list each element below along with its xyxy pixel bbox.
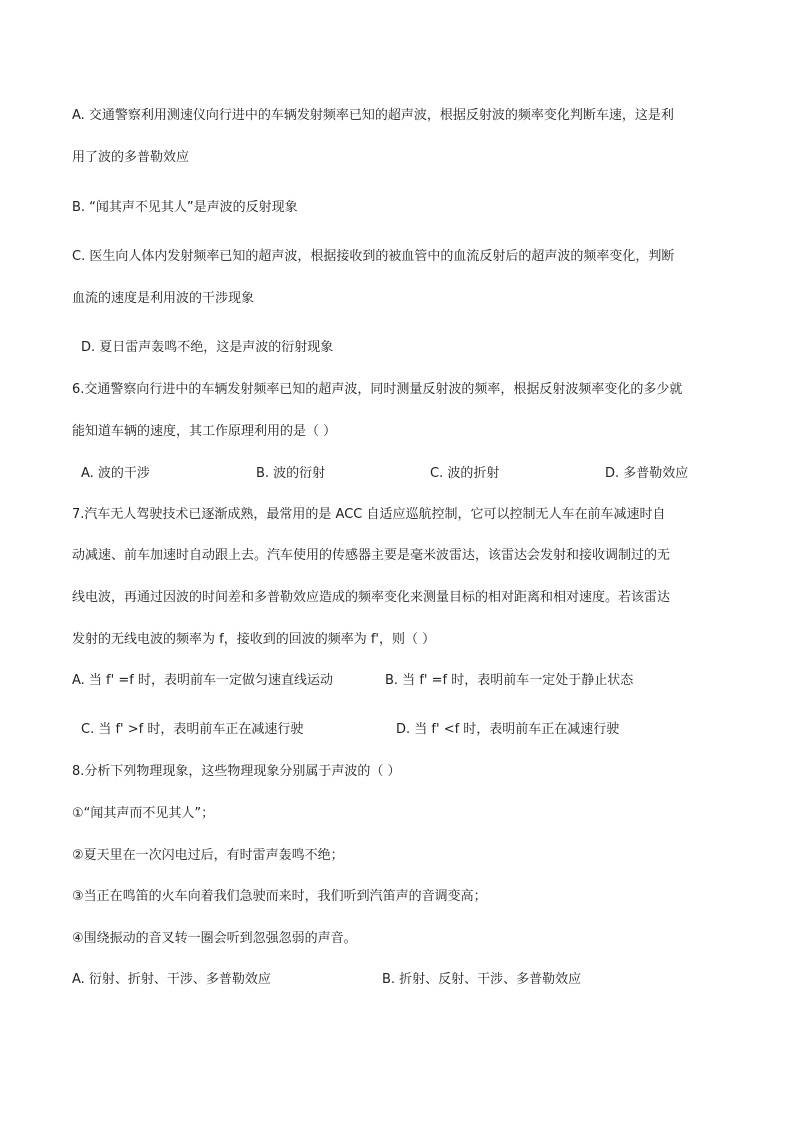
q8-option-a: A. 衍射、折射、干涉、多普勒效应 [72, 972, 271, 987]
q7-stem-line4: 发射的无线电波的频率为 f，接收到的回波的频率为 f'，则（ ） [72, 632, 436, 647]
q5-option-c-line1: C. 医生向人体内发射频率已知的超声波，根据接收到的被血管中的血流反射后的超声波的频率变化，判断 [72, 249, 675, 264]
q6-option-a: A. 波的干涉 [81, 466, 150, 481]
q7-stem-line3: 线电波，再通过因波的时间差和多普勒效应造成的频率变化来测量目标的相对距离和相对速度。若该雷达 [72, 590, 671, 605]
q8-stem: 8.分析下列物理现象，这些物理现象分别属于声波的（ ） [72, 764, 401, 779]
q5-option-b: B. “闻其声不见其人”是声波的反射现象 [72, 200, 298, 215]
q6-stem-line2: 能知道车辆的速度，其工作原理利用的是（ ） [72, 424, 337, 439]
q6-option-b: B. 波的衍射 [256, 466, 326, 481]
q5-option-d: D. 夏日雷声轰鸣不绝，这是声波的衍射现象 [81, 340, 334, 355]
q7-option-c: C. 当 f' >f 时，表明前车正在减速行驶 [81, 722, 304, 737]
q6-option-c: C. 波的折射 [430, 466, 500, 481]
q7-option-a: A. 当 f' =f 时，表明前车一定做匀速直线运动 [72, 673, 333, 688]
q7-stem-line1: 7.汽车无人驾驶技术已逐渐成熟，最常用的是 ACC 自适应巡航控制，它可以控制无人车在前车减速时自 [72, 507, 666, 522]
q7-option-b: B. 当 f' =f 时，表明前车一定处于静止状态 [385, 673, 634, 688]
q8-item-3: ③当正在鸣笛的火车向着我们急驶而来时，我们听到汽笛声的音调变高； [72, 889, 487, 904]
q5-option-c-line2: 血流的速度是利用波的干涉现象 [72, 291, 255, 306]
q7-option-d: D. 当 f' <f 时，表明前车正在减速行驶 [396, 722, 620, 737]
q8-item-2: ②夏天里在一次闪电过后，有时雷声轰鸣不绝； [72, 848, 344, 863]
q8-option-b: B. 折射、反射、干涉、多普勒效应 [382, 972, 582, 987]
q5-option-a-line2: 用了波的多普勒效应 [72, 150, 190, 165]
q6-stem-line1: 6.交通警察向行进中的车辆发射频率已知的超声波，同时测量反射波的频率，根据反射波频率变化的多少就 [72, 382, 683, 397]
q8-item-4: ④围绕振动的音叉转一圈会听到忽强忽弱的声音。 [72, 931, 357, 946]
q7-stem-line2: 动减速、前车加速时自动跟上去。汽车使用的传感器主要是毫米波雷达，该雷达会发射和接收调制过的无 [72, 548, 671, 563]
q5-option-a-line1: A. 交通警察利用测速仪向行进中的车辆发射频率已知的超声波，根据反射波的频率变化判断车速，这是利 [72, 108, 674, 123]
q6-option-d: D. 多普勒效应 [605, 466, 689, 481]
q8-item-1: ①“闻其声而不见其人”； [72, 806, 215, 821]
